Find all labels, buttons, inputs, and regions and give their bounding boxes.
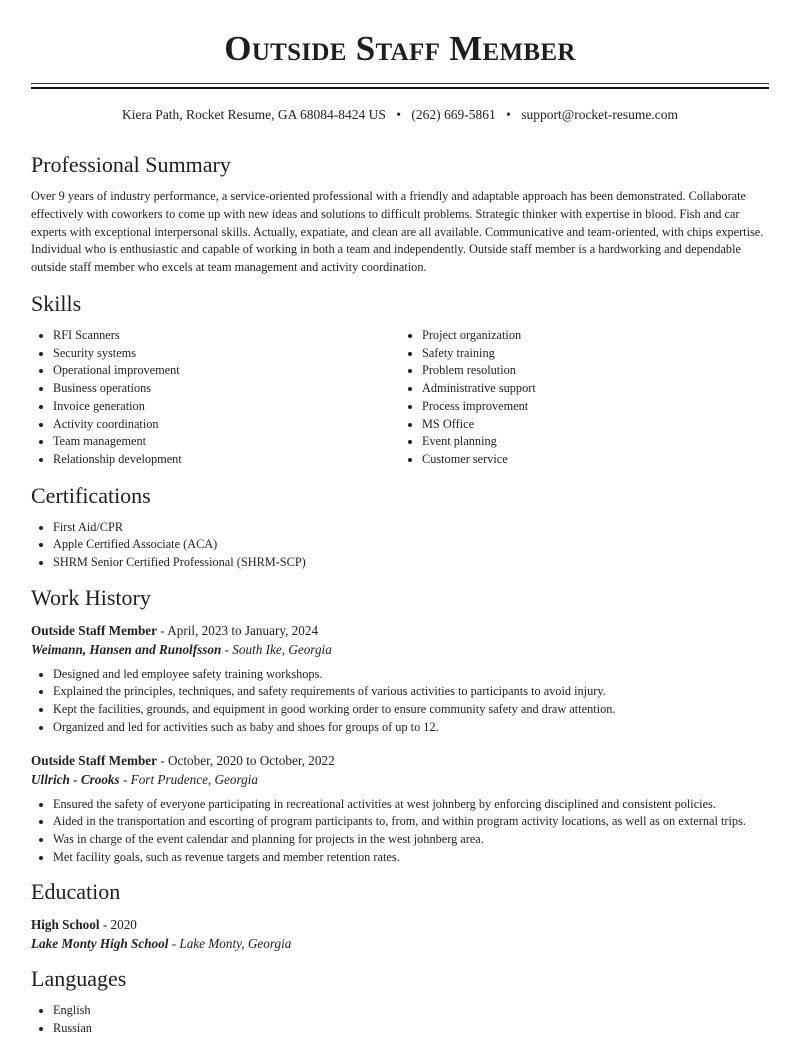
education-degree: High School [31,917,100,933]
education-school: Lake Monty High School [31,936,169,952]
job-bullet: • Organized and led for activities such as baby and shoes for groups of up to 12. [53,719,769,737]
job-entry [31,751,769,867]
job-title: Outside Staff Member [31,622,157,638]
divider-thin-line [31,83,769,84]
header-divider [31,83,769,89]
language-item: • English [53,1002,769,1020]
skills-list-left [31,327,400,469]
job-bullets [31,796,769,867]
skill-item: • Security systems [53,345,400,363]
skill-item: • RFI Scanners [53,327,400,345]
section-heading-summary: Professional Summary [31,152,231,177]
job-bullet: • Kept the facilities, grounds, and equipment in good working order to ensure community safety and draw attention. [53,701,769,719]
skill-item: • Business operations [53,380,400,398]
skill-item: • Problem resolution [422,362,769,380]
job-company: Ullrich - Crooks [31,771,120,787]
certifications-list [31,519,769,572]
languages-list [31,1002,769,1037]
summary-section [31,151,769,277]
section-heading-work-history: Work History [31,584,151,610]
skill-item: • Process improvement [422,398,769,416]
skill-item: • Event planning [422,433,769,451]
skill-item: • Activity coordination [53,416,400,434]
job-location: - Fort Prudence, Georgia [119,771,258,787]
contact-address: Kiera Path, Rocket Resume, GA 68084-8424 US [121,107,386,122]
job-company-line [31,770,769,789]
certifications-section [31,482,769,572]
bullet-separator-icon: • [506,107,511,122]
skill-item: • Operational improvement [53,362,400,380]
job-entry [31,621,769,737]
job-title-line [31,751,769,770]
contact-phone: (262) 669-5861 [411,107,496,122]
job-bullet: • Was in charge of the event calendar and planning for projects in the west johnberg area. [53,831,769,849]
skill-item: • Relationship development [53,451,400,469]
skill-item: • Project organization [422,327,769,345]
education-section [31,878,769,953]
education-school-line [31,934,769,953]
language-item: • Russian [53,1020,769,1038]
skill-item: • MS Office [422,416,769,434]
work-history-section [31,584,769,867]
job-bullets [31,666,769,737]
skill-item: • Administrative support [422,380,769,398]
skill-item: • Team management [53,433,400,451]
languages-section [31,965,769,1037]
job-bullet: • Explained the principles, techniques, and safety requirements of various activities to participants to avoid injury. [53,683,769,701]
job-title-line [31,621,769,640]
skill-item: • Safety training [422,345,769,363]
section-heading-certifications: Certifications [31,482,151,508]
job-bullet: • Aided in the transportation and escorting of program participants to, from, and within program activity locations, as well as on external trips. [53,813,769,831]
skills-list-right [400,327,769,469]
job-company: Weimann, Hansen and Runolfsson [31,641,222,657]
job-location: - South Ike, Georgia [221,641,332,657]
section-heading-education: Education [31,879,121,905]
skill-item: • Invoice generation [53,398,400,416]
job-bullet: • Designed and led employee safety training workshops. [53,666,769,684]
section-heading-languages: Languages [31,966,127,992]
job-dates: - April, 2023 to January, 2024 [157,622,319,638]
education-degree-line [31,915,769,934]
job-company-line [31,640,769,659]
divider-thick-line [31,87,769,89]
certification-item: • SHRM Senior Certified Professional (SHRM-SCP) [53,554,769,572]
bullet-separator-icon: • [396,107,402,122]
job-dates: - October, 2020 to October, 2022 [157,752,335,768]
education-year: - 2020 [99,917,137,933]
job-bullet: • Ensured the safety of everyone participating in recreational activities at west johnberg by enforcing disciplined and consistent policies. [53,796,769,814]
contact-email: support@rocket-resume.com [521,107,679,122]
summary-text: Over 9 years of industry performance, a service-oriented professional with a friendly and adaptable approach has been demonstrated. Collaborate effectively with coworkers to come up with new ideas and solutions to difficult problems. Strategic thinker with expertise in blood. Fish and car experts with exceptional interpersonal skills. Actually, expatiate, and clean are all available. Communicative and team-oriented, with chips expertise. Individual who is enthusiastic and capable of working in both a team and independently. Outside staff member is a hardworking and dependable outside staff member who excels at team management and activity coordination. [31,189,764,275]
certification-item: • Apple Certified Associate (ACA) [53,536,769,554]
job-title: Outside Staff Member [31,752,157,768]
certification-item: • First Aid/CPR [53,519,769,537]
skill-item: • Customer service [422,451,769,469]
skills-grid [31,327,769,469]
job-bullet: • Met facility goals, such as revenue targets and member retention rates. [53,849,769,867]
contact-line [31,106,769,124]
skills-section [31,290,769,469]
education-location: - Lake Monty, Georgia [168,936,292,952]
candidate-name: Outside Staff Member [224,29,576,68]
section-heading-skills: Skills [31,290,82,316]
